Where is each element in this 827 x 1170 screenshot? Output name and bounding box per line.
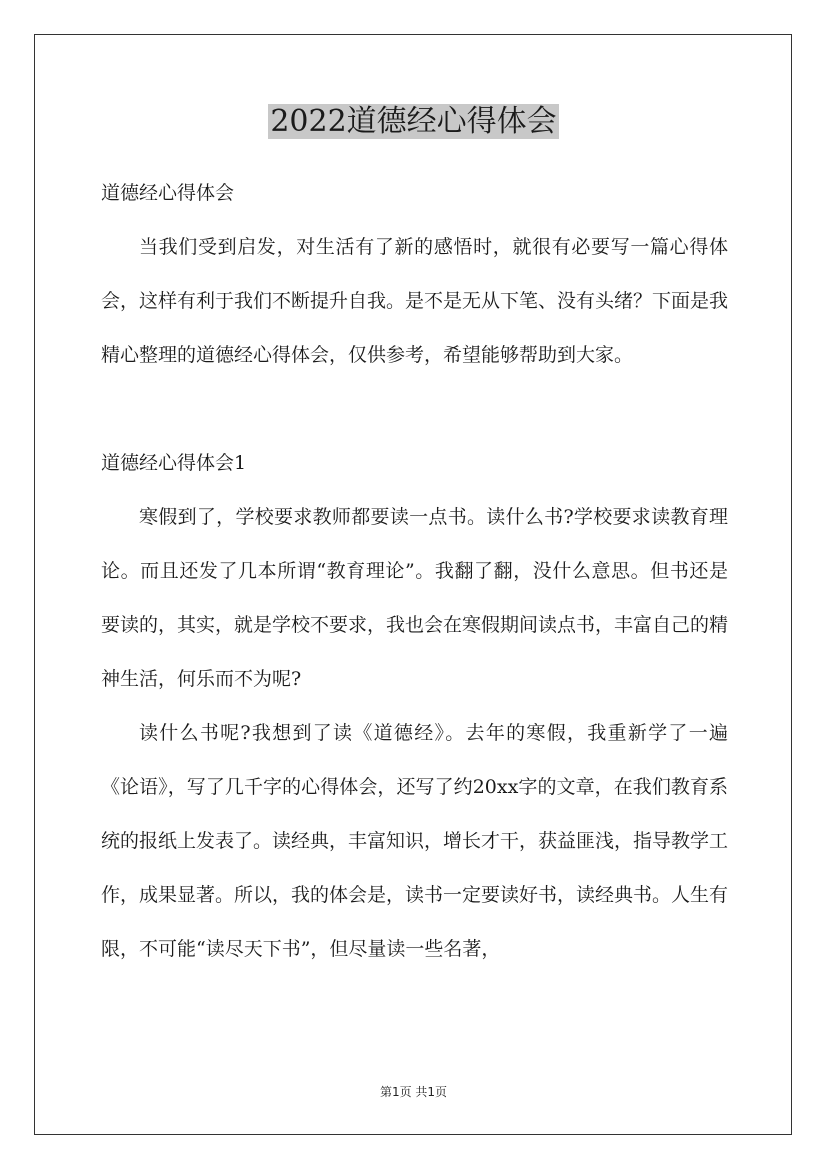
document-title <box>0 100 827 144</box>
section1-paragraph-1: 寒假到了，学校要求教师都要读一点书。读什么书?学校要求读教育理论。而且还发了几本所谓“教育理论”。我翻了翻，没什么意思。但书还是要读的，其实，就是学校不要求，我也会在寒假期间读点书，丰富自己的精神生活，何乐而不为呢? <box>101 506 729 690</box>
intro-heading: 道德经心得体会 <box>101 182 235 204</box>
page-number-label: 第1页 共1页 <box>379 1085 448 1099</box>
section1-paragraph-2: 读什么书呢?我想到了读《道德经》。去年的寒假，我重新学了一遍《论语》，写了几千字的心得体会，还写了约20xx字的文章，在我们教育系统的报纸上发表了。读经典，丰富知识，增长才干，获益匪浅，指导教学工作，成果显著。所以，我的体会是，读书一定要读好书，读经典书。人生有限，不可能“读尽天下书”，但尽量读一些名著， <box>101 722 729 960</box>
page-footer <box>0 1082 827 1102</box>
intro-paragraph: 当我们受到启发，对生活有了新的感悟时，就很有必要写一篇心得体会，这样有利于我们不断提升自我。是不是无从下笔、没有头绪？下面是我精心整理的道德经心得体会，仅供参考，希望能够帮助到大家。 <box>101 236 729 366</box>
section-spacer <box>101 382 728 436</box>
document-title-text: 2022道德经心得体会 <box>270 104 557 139</box>
document-body <box>101 166 728 976</box>
section1-heading: 道德经心得体会1 <box>101 452 247 474</box>
